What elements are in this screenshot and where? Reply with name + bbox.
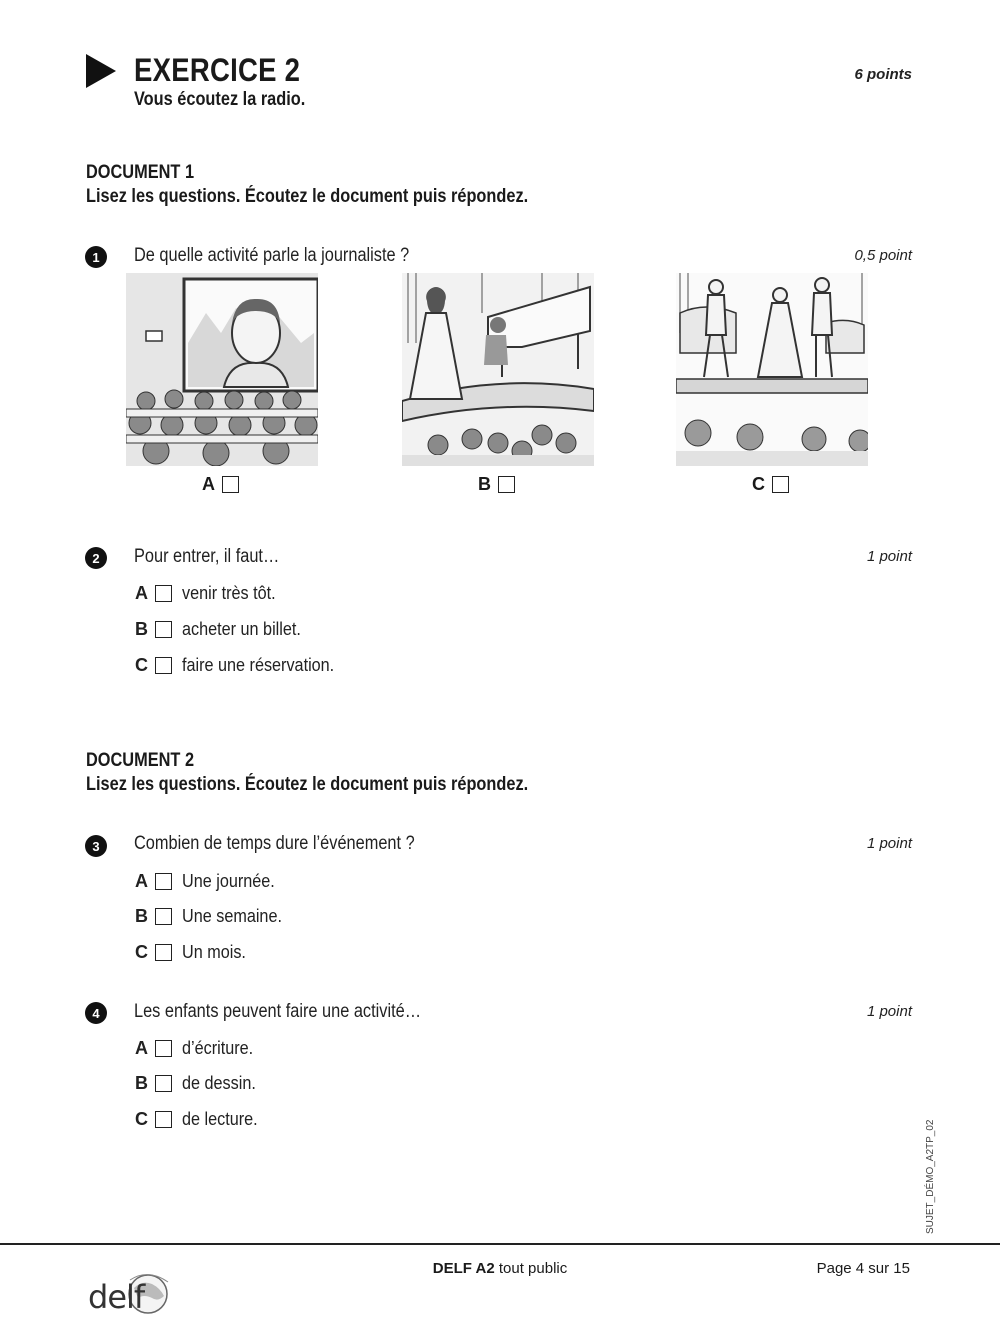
checkbox[interactable]: [155, 1040, 172, 1057]
checkbox[interactable]: [155, 1111, 172, 1128]
picture-option-b[interactable]: [478, 474, 515, 495]
footer-page-number: Page 4 sur 15: [816, 1260, 910, 1277]
question-4-option-c[interactable]: C de lecture.: [135, 1108, 258, 1129]
checkbox[interactable]: [155, 873, 172, 890]
exercise-points: 6 points: [854, 66, 912, 83]
checkbox[interactable]: [155, 621, 172, 638]
delf-logo: [82, 1272, 192, 1322]
question-4-option-a[interactable]: A d’écriture.: [135, 1037, 254, 1058]
question-2-points: 1 point: [866, 548, 912, 565]
delf-logo-text: delf: [88, 1278, 145, 1316]
picture-option-c-letter: C: [752, 474, 765, 494]
picture-option-b-letter: B: [478, 474, 491, 494]
question-3-number: 3: [85, 835, 107, 857]
question-2-number: 2: [85, 547, 107, 569]
checkbox-c[interactable]: [772, 476, 789, 493]
question-2-option-c[interactable]: C faire une réservation.: [135, 654, 335, 675]
question-1-text: De quelle activité parle la journaliste ?: [134, 245, 410, 266]
exercise-title: EXERCICE 2: [134, 52, 301, 88]
checkbox-b[interactable]: [498, 476, 515, 493]
checkbox[interactable]: [155, 944, 172, 961]
play-icon: [86, 54, 116, 88]
footer-divider: [0, 1243, 1000, 1245]
question-2-option-b[interactable]: B acheter un billet.: [135, 618, 301, 639]
question-4-text: Les enfants peuvent faire une activité…: [134, 1001, 422, 1022]
document-1-instruction: Lisez les questions. Écoutez le document puis répondez.: [86, 186, 529, 207]
checkbox[interactable]: [155, 908, 172, 925]
document-2-instruction: Lisez les questions. Écoutez le document puis répondez.: [86, 774, 529, 795]
picture-option-c[interactable]: [752, 474, 789, 495]
checkbox[interactable]: [155, 657, 172, 674]
checkbox-a[interactable]: [222, 476, 239, 493]
theater-scene-icon: [676, 273, 868, 466]
question-4-option-b[interactable]: B de dessin.: [135, 1072, 256, 1093]
question-1-points: 0,5 point: [854, 247, 912, 264]
question-2-option-a[interactable]: A venir très tôt.: [135, 582, 276, 603]
footer-exam-name: DELF A2 tout public: [432, 1260, 568, 1277]
cinema-scene-icon: [126, 273, 318, 466]
checkbox[interactable]: [155, 585, 172, 602]
document-code: SUJET_DÉMO_A2TP_02: [925, 1119, 936, 1234]
picture-option-a-letter: A: [202, 474, 215, 494]
question-4-number: 4: [85, 1002, 107, 1024]
question-3-option-c[interactable]: C Un mois.: [135, 941, 246, 962]
question-2-text: Pour entrer, il faut…: [134, 546, 280, 567]
question-3-option-a[interactable]: A Une journée.: [135, 870, 275, 891]
picture-option-a[interactable]: [202, 474, 239, 495]
checkbox[interactable]: [155, 1075, 172, 1092]
concert-scene-icon: [402, 273, 594, 466]
document-2-title: DOCUMENT 2: [86, 750, 195, 771]
exercise-subtitle: Vous écoutez la radio.: [134, 89, 306, 110]
question-3-option-b[interactable]: B Une semaine.: [135, 905, 282, 926]
question-3-points: 1 point: [866, 835, 912, 852]
question-4-points: 1 point: [866, 1003, 912, 1020]
question-1-number: 1: [85, 246, 107, 268]
document-1-title: DOCUMENT 1: [86, 162, 195, 183]
question-3-text: Combien de temps dure l’événement ?: [134, 833, 415, 854]
